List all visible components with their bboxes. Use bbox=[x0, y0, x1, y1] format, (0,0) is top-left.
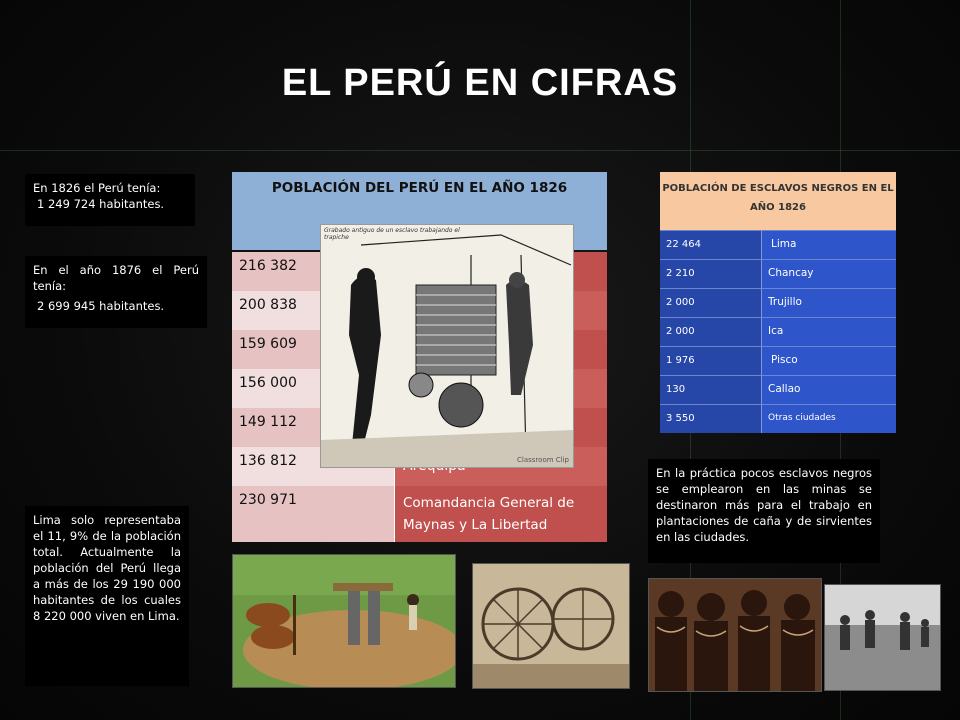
slave-city: Otras ciudades bbox=[762, 404, 896, 433]
note-1826-line1: En 1826 el Perú tenía: bbox=[33, 181, 161, 195]
table-row bbox=[232, 486, 607, 542]
slave-city: Lima bbox=[762, 230, 896, 259]
engraving-caption: Grabado antiguo de un esclavo trabajando el trapiche bbox=[324, 227, 460, 241]
population-value: 200 838 bbox=[232, 291, 395, 330]
table-row bbox=[660, 230, 896, 259]
table-row bbox=[660, 375, 896, 404]
table-row bbox=[660, 288, 896, 317]
slaves-table-header: POBLACIÓN DE ESCLAVOS NEGROS EN EL AÑO 1826 bbox=[660, 172, 896, 230]
slave-sugar-mill-engraving bbox=[320, 224, 574, 468]
population-table-header: POBLACIÓN DEL PERÚ EN EL AÑO 1826 bbox=[232, 172, 607, 250]
population-value: 136 812 bbox=[232, 447, 395, 486]
population-place: Comandancia General de Maynas y La Libertad bbox=[395, 486, 607, 542]
enslaved-people-photo bbox=[648, 578, 822, 692]
slave-city: Chancay bbox=[762, 259, 896, 288]
slave-count: 1 976 bbox=[660, 346, 762, 375]
population-value: 159 609 bbox=[232, 330, 395, 369]
table-row bbox=[660, 404, 896, 433]
oxen-sugar-mill-image bbox=[232, 554, 456, 688]
plantation-workers-photo bbox=[824, 584, 941, 691]
slave-city: Trujillo bbox=[762, 288, 896, 317]
note-1826 bbox=[25, 174, 195, 226]
note-1876-line1: En el año 1876 el Perú tenía: bbox=[33, 263, 199, 293]
note-lima bbox=[25, 506, 189, 686]
note-practice bbox=[648, 459, 880, 563]
table-row bbox=[660, 317, 896, 346]
slave-count: 22 464 bbox=[660, 230, 762, 259]
population-value: 149 112 bbox=[232, 408, 395, 447]
population-value: 156 000 bbox=[232, 369, 395, 408]
engraving-illustration bbox=[321, 225, 573, 467]
slave-count: 2 210 bbox=[660, 259, 762, 288]
slave-count: 3 550 bbox=[660, 404, 762, 433]
note-1876-line2: 2 699 945 habitantes. bbox=[37, 299, 165, 313]
page-title: EL PERÚ EN CIFRAS bbox=[281, 62, 679, 104]
slave-count: 2 000 bbox=[660, 317, 762, 346]
slave-count: 130 bbox=[660, 375, 762, 404]
note-lima-text: Lima solo representaba el 11, 9% de la población total. Actualmente la población del Perú llega a más de los 29 190 000 habitantes de los cuales 8 220 000 viven en Lima. bbox=[33, 513, 181, 623]
note-1826-line2: 1 249 724 habitantes. bbox=[37, 197, 165, 211]
slave-count: 2 000 bbox=[660, 288, 762, 317]
table-row bbox=[660, 259, 896, 288]
slave-city: Pisco bbox=[762, 346, 896, 375]
sugar-mill-engraving-image bbox=[472, 563, 630, 689]
slaves-table bbox=[660, 172, 896, 433]
slave-city: Callao bbox=[762, 375, 896, 404]
note-practice-text: En la práctica pocos esclavos negros se emplearon en las minas se destinaron más para el trabajo en plantaciones de caña y de sirvientes en las ciudades. bbox=[656, 466, 872, 544]
slave-city: Ica bbox=[762, 317, 896, 346]
engraving-watermark: Classroom Clip bbox=[517, 456, 569, 464]
note-1876 bbox=[25, 256, 207, 328]
population-value: 230 971 bbox=[232, 486, 395, 542]
table-row bbox=[660, 346, 896, 375]
background-line bbox=[0, 150, 960, 151]
population-value: 216 382 bbox=[232, 252, 395, 291]
